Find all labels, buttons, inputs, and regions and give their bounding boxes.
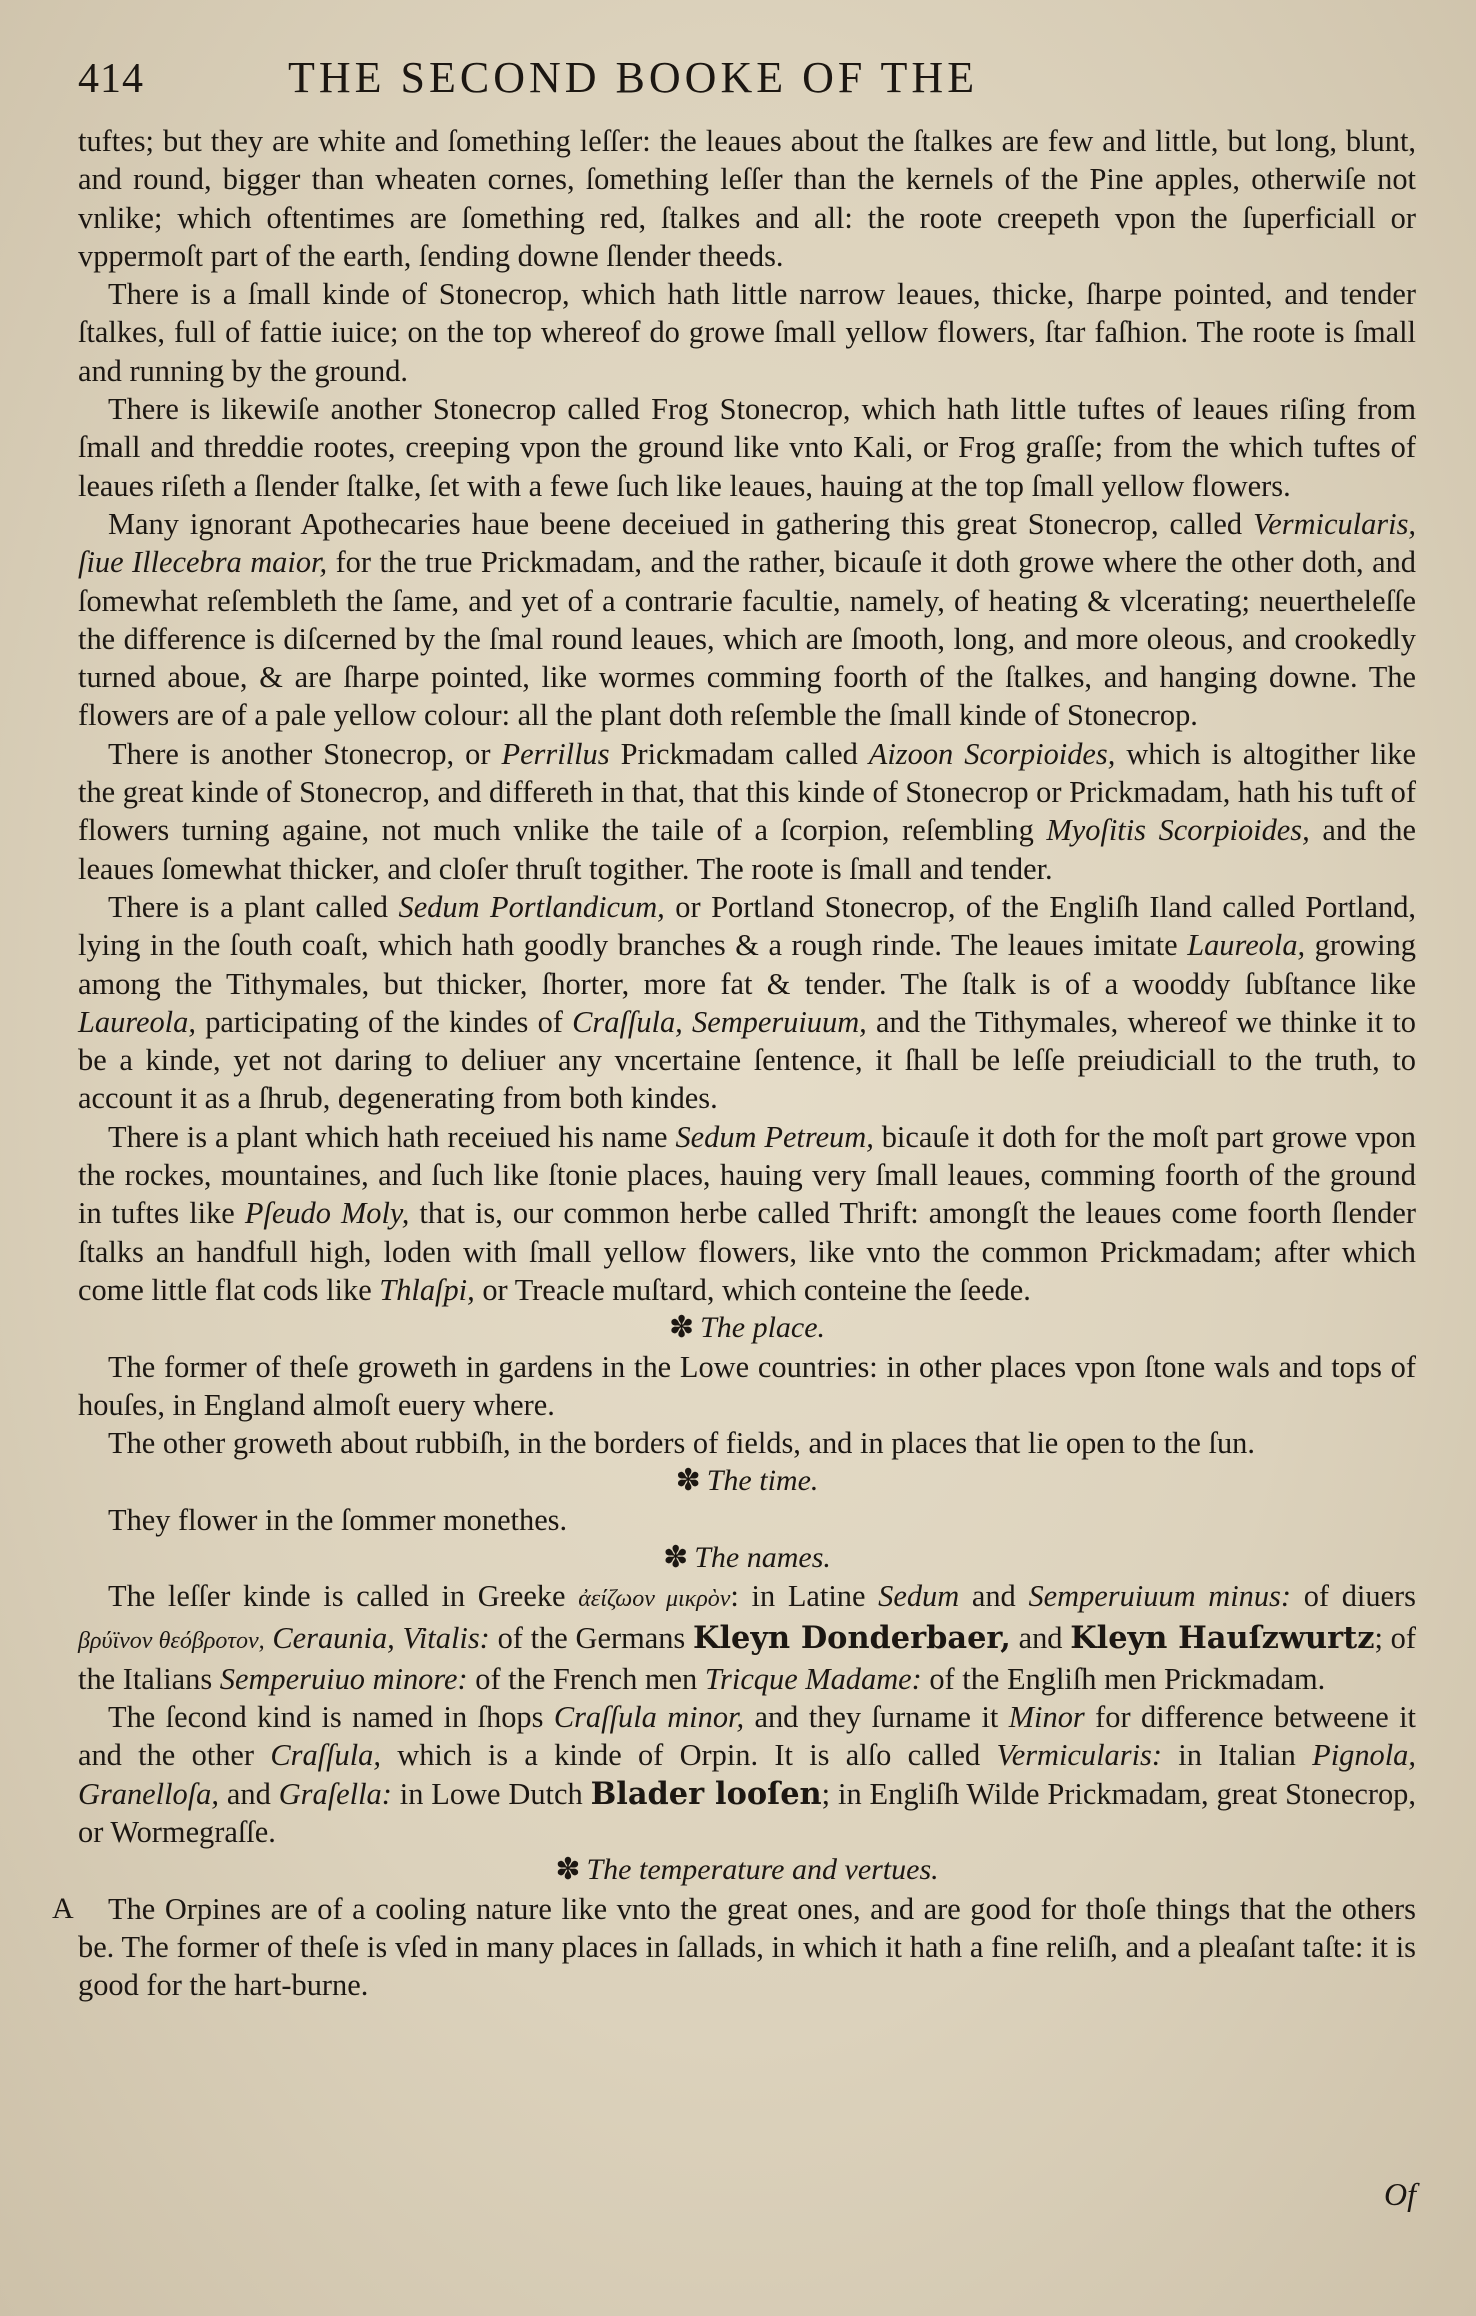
- page-header: [78, 52, 1416, 122]
- page-number: 414: [78, 56, 144, 102]
- paragraph: The other groweth about rubbiſh, in the borders of fields, and in places that lie open to the ſun.: [108, 1426, 1255, 1461]
- text-body: [52, 122, 1416, 2005]
- margin-letter: A: [52, 1891, 74, 1925]
- paragraph: A The Orpines are of a cooling nature like vnto the great ones, and are good for thoſe things that the others be. The former of theſe is vſed in many places in ſallads, in which it hath a fine reliſh, and a pleaſant taſte: it is good for the hart-burne.: [78, 1890, 1416, 2005]
- paragraph: They flower in the ſommer monethes.: [108, 1502, 568, 1537]
- section-heading-temperature: ✽ The temperature and vertues.: [555, 1853, 939, 1887]
- asterism-icon: ✽: [663, 1540, 689, 1574]
- asterism-icon: ✽: [555, 1853, 581, 1887]
- paragraph: There is a plant called Sedum Portlandicum, or Portland Stonecrop, of the Engliſh Iland called Portland, lying in the ſouth coaſt, which hath goodly branches & a rough rinde. The leaues imitate Laureola, growing among the Tithymales, but thicker, ſhorter, more fat & tender. The ſtalk is of a wooddy ſubſtance like Laureola, participating of the kindes of Craſſula, Semperuiuum, and the Tithymales, whereof we thinke it to be a kinde, yet not daring to deliuer any vncertaine ſentence, it ſhall be leſſe preiudiciall to the truth, to account it as a ſhrub, degenerating from both kindes.: [78, 889, 1416, 1116]
- section-heading-time: ✽ The time.: [675, 1464, 819, 1498]
- paragraph: There is likewiſe another Stonecrop called Frog Stonecrop, which hath little tuftes of leaues riſing from ſmall and threddie rootes, creeping vpon the ground like vnto Kali, or Frog graſſe; from the which tuftes of leaues riſeth a ſlender ſtalke, ſet with a fewe ſuch like leaues, hauing at the top ſmall yellow flowers.: [78, 392, 1416, 503]
- paragraph: There is a plant which hath receiued his name Sedum Petreum, bicauſe it doth for the moſt part growe vpon the rockes, mountaines, and ſuch like ſtonie places, hauing very ſmall leaues, comming foorth of the ground in tuftes like Pſeudo Moly, that is, our common herbe called Thrift: amongſt the leaues come foorth ſlender ſtalks an handfull high, loden with ſmall yellow flowers, like vnto the common Prickmadam; after which come little flat cods like Thlaſpi, or Treacle muſtard, which conteine the ſeede.: [78, 1119, 1416, 1307]
- paragraph: There is another Stonecrop, or Perrillus Prickmadam called Aizoon Scorpioides, which is altogither like the great kinde of Stonecrop, and differeth in that, that this kinde of Stonecrop or Prickmadam, hath his tuft of flowers turning againe, not much vnlike the taile of a ſcorpion, reſembling Myoſitis Scorpioides, and the leaues ſomewhat thicker, and cloſer thruſt togither. The roote is ſmall and tender.: [78, 736, 1416, 886]
- paragraph: Many ignorant Apothecaries haue beene deceiued in gathering this great Stonecrop, called Vermicularis, ſiue Illecebra maior, for the true Prickmadam, and the rather, bicauſe it doth growe where the other doth, and ſomewhat reſembleth the ſame, and yet of a contrarie facultie, namely, of heating & vlcerating; neuertheleſſe the difference is diſcerned by the ſmal round leaues, which are ſmooth, long, and more oleous, and crookedly turned aboue, & are ſharpe pointed, like wormes comming foorth of the ſtalkes, and hanging downe. The flowers are of a pale yellow colour: all the plant doth reſemble the ſmall kinde of Stonecrop.: [78, 506, 1416, 733]
- paragraph: tuftes; but they are white and ſomething leſſer: the leaues about the ſtalkes are few and little, but long, blunt, and round, bigger than wheaten cornes, ſomething leſſer than the kernels of the Pine apples, otherwiſe not vnlike; which oftentimes are ſomething red, ſtalkes and all: the roote creepeth vpon the ſuperficiall or vppermoſt part of the earth, ſending downe ſlender theeds.: [78, 124, 1416, 273]
- paragraph: The ſecond kind is named in ſhops Craſſula minor, and they ſurname it Minor for difference betweene it and the other Craſſula, which is a kinde of Orpin. It is alſo called Vermicularis: in Italian Pignola, Granelloſa, and Graſella: in Lowe Dutch Blader looſen; in Engliſh Wilde Prickmadam, great Stonecrop, or Wormegraſſe.: [78, 1700, 1416, 1850]
- asterism-icon: ✽: [668, 1311, 695, 1345]
- paragraph: There is a ſmall kinde of Stonecrop, which hath little narrow leaues, thicke, ſharpe pointed, and tender ſtalkes, full of fattie iuice; on the top whereof do growe ſmall yellow flowers, ſtar faſhion. The roote is ſmall and running by the ground.: [78, 277, 1416, 388]
- paragraph: The former of theſe groweth in gardens in the Lowe countries: in other places vpon ſtone wals and tops of houſes, in England almoſt euery where.: [78, 1349, 1416, 1422]
- paragraph: The leſſer kinde is called in Greeke ἀείζωον μικρὸν: in Latine Sedum and Semperuiuum minus: of diuers βρύϊνον θεόβροτον, Ceraunia, Vitalis: of the Germans Kleyn Donderbaer, and Kleyn Hauſzwurtz; of the Italians Semperuiuo minore: of the French men Tricque Madame: of the Engliſh men Prickmadam.: [78, 1579, 1416, 1696]
- section-heading-place: ✽ The place.: [668, 1311, 826, 1345]
- catchword: Of: [1384, 2176, 1416, 2212]
- asterism-icon: ✽: [675, 1464, 701, 1498]
- section-heading-names: ✽ The names.: [663, 1540, 831, 1574]
- running-title: THE SECOND BOOKE OF THE: [288, 53, 979, 102]
